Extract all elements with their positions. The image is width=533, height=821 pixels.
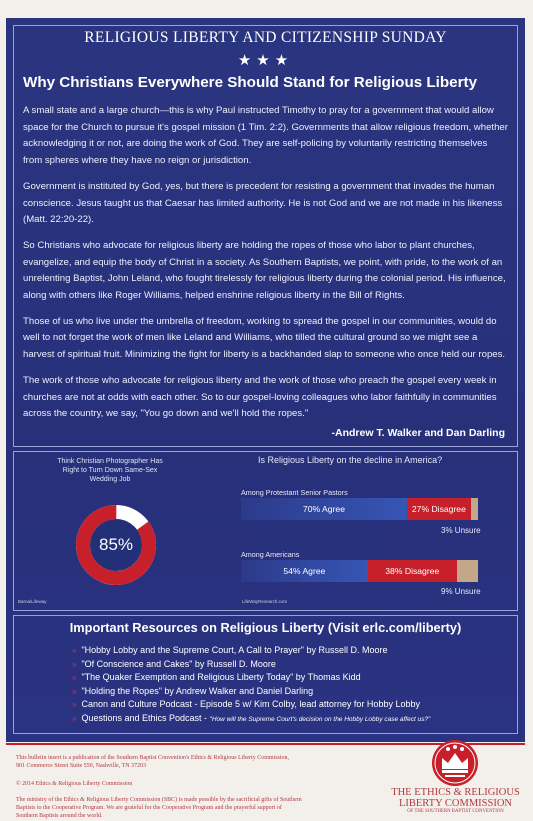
resource-item[interactable] <box>72 644 430 658</box>
logo-line: OF THE SOUTHERN BAPTIST CONVENTION <box>407 809 504 814</box>
resource-item[interactable] <box>72 671 430 685</box>
article-body <box>23 103 508 432</box>
article-heading: Why Christians Everywhere Should Stand for Religious Liberty <box>23 74 478 91</box>
banner-title: RELIGIOUS LIBERTY AND CITIZENSHIP SUNDAY <box>84 29 447 46</box>
bar-segment-unsure <box>457 560 478 582</box>
chevron-bullet-icon: » <box>72 700 77 710</box>
resources-section <box>13 615 518 734</box>
footer-line: 901 Commerce Street Suite 550, Nashville, TN 37203 <box>16 762 147 769</box>
erlc-crown-logo-icon <box>430 738 480 788</box>
chevron-bullet-icon: » <box>72 646 77 655</box>
resource-text: "Holding the Ropes" by Andrew Walker and Daniel Darling <box>81 685 314 696</box>
footer-line: The ministry of the Ethics & Religious Liberty Commission (SBC) is made possible by the sacrificial gifts of Southern <box>16 797 302 803</box>
poll-title: Is Religious Liberty on the decline in America? <box>258 455 443 465</box>
paragraph: Government is instituted by God, yes, but there is precedent for resisting a government that invades the human conscience. Jesus taught us that Caesar has limited authority. He is not God and we are not made in his likeness (Matt. 22:20-22). <box>23 180 503 226</box>
resource-text: "Of Conscience and Cakes" by Russell D. Moore <box>81 658 276 669</box>
logo-line: THE ETHICS & RELIGIOUS <box>391 787 520 798</box>
resource-item[interactable] <box>72 698 430 712</box>
bar-segment-agree: 70% Agree <box>241 498 407 520</box>
bar-segment-disagree: 27% Disagree <box>407 498 471 520</box>
blue-panel <box>6 18 525 742</box>
erlc-logo-text <box>388 787 523 815</box>
bar-pastors <box>241 498 478 520</box>
donut-caption: Think Christian Photographer Has Right to Turn Down Same-Sex Wedding Job <box>57 458 163 483</box>
resource-text: Canon and Culture Podcast - Episode 5 w/ Kim Colby, lead attorney for Hobby Lobby <box>81 699 420 710</box>
bar-segment-unsure <box>471 498 478 520</box>
bar-americans <box>241 560 478 582</box>
resource-note: "How will the Supreme Court's decision on the Hobby Lobby case affect us?" <box>209 715 431 723</box>
stars-decoration: ★★★ <box>237 52 294 69</box>
unsure-label-pastors: 3% Unsure <box>441 526 481 535</box>
resource-text: "Hobby Lobby and the Supreme Court, A Call to Prayer" by Russell D. Moore <box>81 645 388 655</box>
paragraph: So Christians who advocate for religious liberty are holding the ropes of those who labor to plant churches, evangelize, and equip the body of Christ in a society. As Southern Baptists, we point, with pride, to the work of an unrelenting Baptist, John Leland, who fought tirelessly for religious liberty during the colonial period. His influence, along with others like Roger Williams, helped enshrine religious liberty in the Bill of Rights. <box>23 239 506 302</box>
logo-line: LIBERTY COMMISSION <box>398 798 513 809</box>
footer-ministry <box>16 797 302 820</box>
unsure-label-americans: 9% Unsure <box>441 587 481 596</box>
donut-source: Barna/Lifeway <box>18 599 47 604</box>
paragraph: The work of those who advocate for religious liberty and the work of those who preach the gospel every week in churches are not at odds with each other. So to our gospel-loving colleagues who labor faithfully in communities across the country, we say, "You go down and we'll hold the ropes." <box>23 374 497 420</box>
footer-line: Baptists to the Cooperative Program. We are grateful for the Cooperative Program and the prayerful support of <box>16 804 282 811</box>
article-section <box>13 25 518 447</box>
resource-item[interactable] <box>72 658 430 672</box>
footer-line: This bulletin insert is a publication of the Southern Baptist Convention's Ethics & Religious Liberty Commission, <box>16 755 290 761</box>
bar-segment-disagree: 38% Disagree <box>368 560 457 582</box>
chevron-bullet-icon: » <box>72 713 77 723</box>
paragraph: A small state and a large church—this is why Paul instructed Timothy to pray for a government that would allow space for the Church to pursue it's gospel mission (1 Tim. 2:2). Governments that allow religious freedom, whether acknowledging it or not, are doing the work of God. They are self-policing by voluntarily restricting themselves from spheres where they have no reign or jurisdiction. <box>23 105 508 167</box>
group-label-americans: Among Americans <box>241 550 300 559</box>
resource-text: "The Quaker Exemption and Religious Liberty Today" by Thomas Kidd <box>81 672 361 683</box>
poll-source: LifeWayResearch.com <box>242 599 288 604</box>
paragraph: Those of us who live under the umbrella of freedom, working to spread the gospel in our communities, would do well to not forget the work of men like Leland and Williams, who tilled the cultural ground so we might see a harvest of spiritual fruit. Minimizing the fight for liberty is a backhanded slap to someone who once held our ropes. <box>23 315 506 361</box>
footer-publication <box>16 755 289 771</box>
bar-segment-agree: 54% Agree <box>241 560 368 582</box>
chevron-bullet-icon: » <box>72 659 77 669</box>
chevron-bullet-icon: » <box>72 686 77 696</box>
donut-value-label: 85% <box>98 535 134 554</box>
resource-item[interactable] <box>72 712 430 727</box>
resource-item[interactable] <box>72 685 430 699</box>
chevron-bullet-icon: » <box>72 673 77 683</box>
footer-copyright: © 2014 Ethics & Religious Liberty Commission <box>16 781 133 787</box>
group-label-pastors: Among Protestant Senior Pastors <box>241 488 348 497</box>
footer-line: Southern Baptists around the world. <box>16 812 103 819</box>
resources-list <box>72 644 430 727</box>
resources-title: Important Resources on Religious Liberty (Visit erlc.com/liberty) <box>69 620 462 635</box>
article-signature: -Andrew T. Walker and Dan Darling <box>331 427 505 439</box>
resource-text: Questions and Ethics Podcast - <box>81 712 210 723</box>
poll-section <box>13 451 518 611</box>
